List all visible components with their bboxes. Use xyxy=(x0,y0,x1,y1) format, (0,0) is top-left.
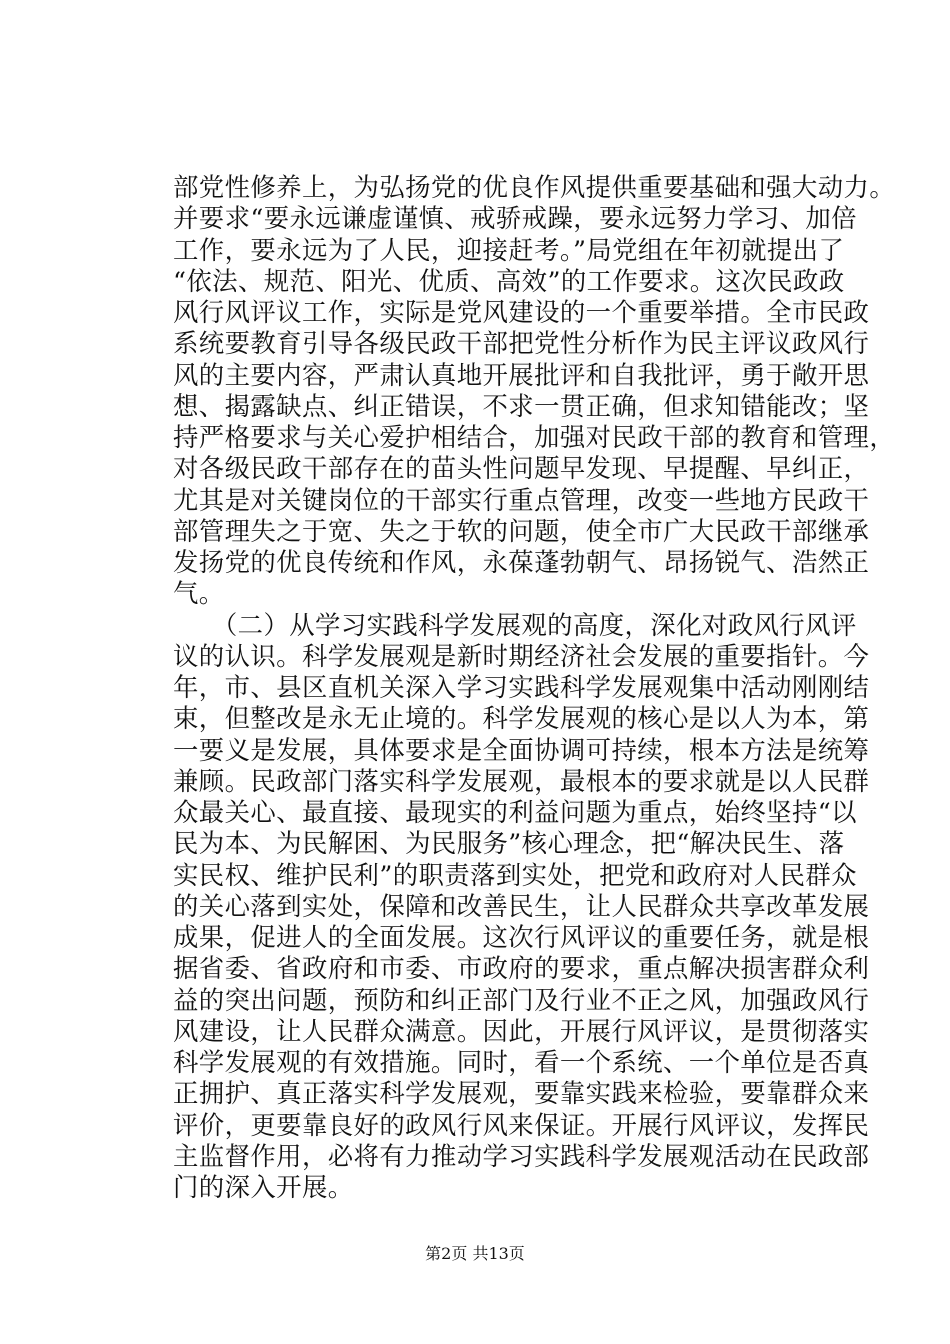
text-line: 部管理失之于宽、失之于软的问题，使全市广大民政干部继承 xyxy=(173,515,870,546)
text-line: 工作，要永远为了人民，迎接赶考。”局党组在年初就提出了 xyxy=(173,234,845,265)
text-line: （二）从学习实践科学发展观的高度，深化对政风行风评 xyxy=(173,609,857,640)
text-line: 正拥护、真正落实科学发展观，要靠实践来检验，要靠群众来 xyxy=(173,1078,870,1109)
text-line: “依法、规范、阳光、优质、高效”的工作要求。这次民政政 xyxy=(173,265,845,296)
text-line: 实民权、维护民利”的职责落到实处，把党和政府对人民群众 xyxy=(173,859,857,890)
text-line: 气。 xyxy=(173,578,225,609)
text-line: 部党性修养上，为弘扬党的优良作风提供重要基础和强大动力。 xyxy=(173,172,896,202)
text-line: 对各级民政干部存在的苗头性问题早发现、早提醒、早纠正， xyxy=(173,453,870,484)
text-line: 议的认识。科学发展观是新时期经济社会发展的重要指针。今 xyxy=(173,640,870,671)
text-line: 并要求“要永远谦虚谨慎、戒骄戒躁，要永远努力学习、加倍 xyxy=(173,203,857,234)
text-line: 风建设，让人民群众满意。因此，开展行风评议，是贯彻落实 xyxy=(173,1015,870,1046)
text-line: 民为本、为民解困、为民服务”核心理念，把“解决民生、落 xyxy=(173,828,845,859)
text-line: 风的主要内容，严肃认真地开展批评和自我批评，勇于敞开思 xyxy=(173,359,870,390)
text-line: 门的深入开展。 xyxy=(173,1172,354,1202)
text-line: 众最关心、最直接、最现实的利益问题为重点，始终坚持“以 xyxy=(173,797,857,827)
text-line: 评价，更要靠良好的政风行风来保证。开展行风评议，发挥民 xyxy=(173,1109,870,1140)
text-line: 据省委、省政府和市委、市政府的要求，重点解决损害群众利 xyxy=(173,953,870,984)
text-line: 风行风评议工作，实际是党风建设的一个重要举措。全市民政 xyxy=(173,297,870,327)
page-footer xyxy=(0,1244,950,1264)
text-line: 主监督作用，必将有力推动学习实践科学发展观活动在民政部 xyxy=(173,1140,870,1171)
page-number: 第2页 共13页 xyxy=(425,1244,525,1263)
text-line: 的关心落到实处，保障和改善民生，让人民群众共享改革发展 xyxy=(173,890,870,921)
text-line: 科学发展观的有效措施。同时，看一个系统、一个单位是否真 xyxy=(173,1047,870,1077)
text-line: 兼顾。民政部门落实科学发展观，最根本的要求就是以人民群 xyxy=(173,765,870,796)
text-line: 年，市、县区直机关深入学习实践科学发展观集中活动刚刚结 xyxy=(173,672,870,702)
body-text xyxy=(173,172,896,1203)
text-line: 束，但整改是永无止境的。科学发展观的核心是以人为本，第 xyxy=(173,703,870,734)
text-line: 系统要教育引导各级民政干部把党性分析作为民主评议政风行 xyxy=(173,328,870,359)
text-line: 发扬党的优良传统和作风，永葆蓬勃朝气、昂扬锐气、浩然正 xyxy=(173,547,870,577)
text-line: 一要义是发展，具体要求是全面协调可持续，根本方法是统筹 xyxy=(173,734,870,765)
text-line: 成果，促进人的全面发展。这次行风评议的重要任务，就是根 xyxy=(173,922,870,952)
text-line: 尤其是对关键岗位的干部实行重点管理，改变一些地方民政干 xyxy=(173,484,870,515)
text-line: 想、揭露缺点、纠正错误，不求一贯正确，但求知错能改；坚 xyxy=(173,390,870,421)
text-line: 益的突出问题，预防和纠正部门及行业不正之风，加强政风行 xyxy=(173,984,870,1015)
text-line: 持严格要求与关心爱护相结合，加强对民政干部的教育和管理， xyxy=(173,422,896,452)
